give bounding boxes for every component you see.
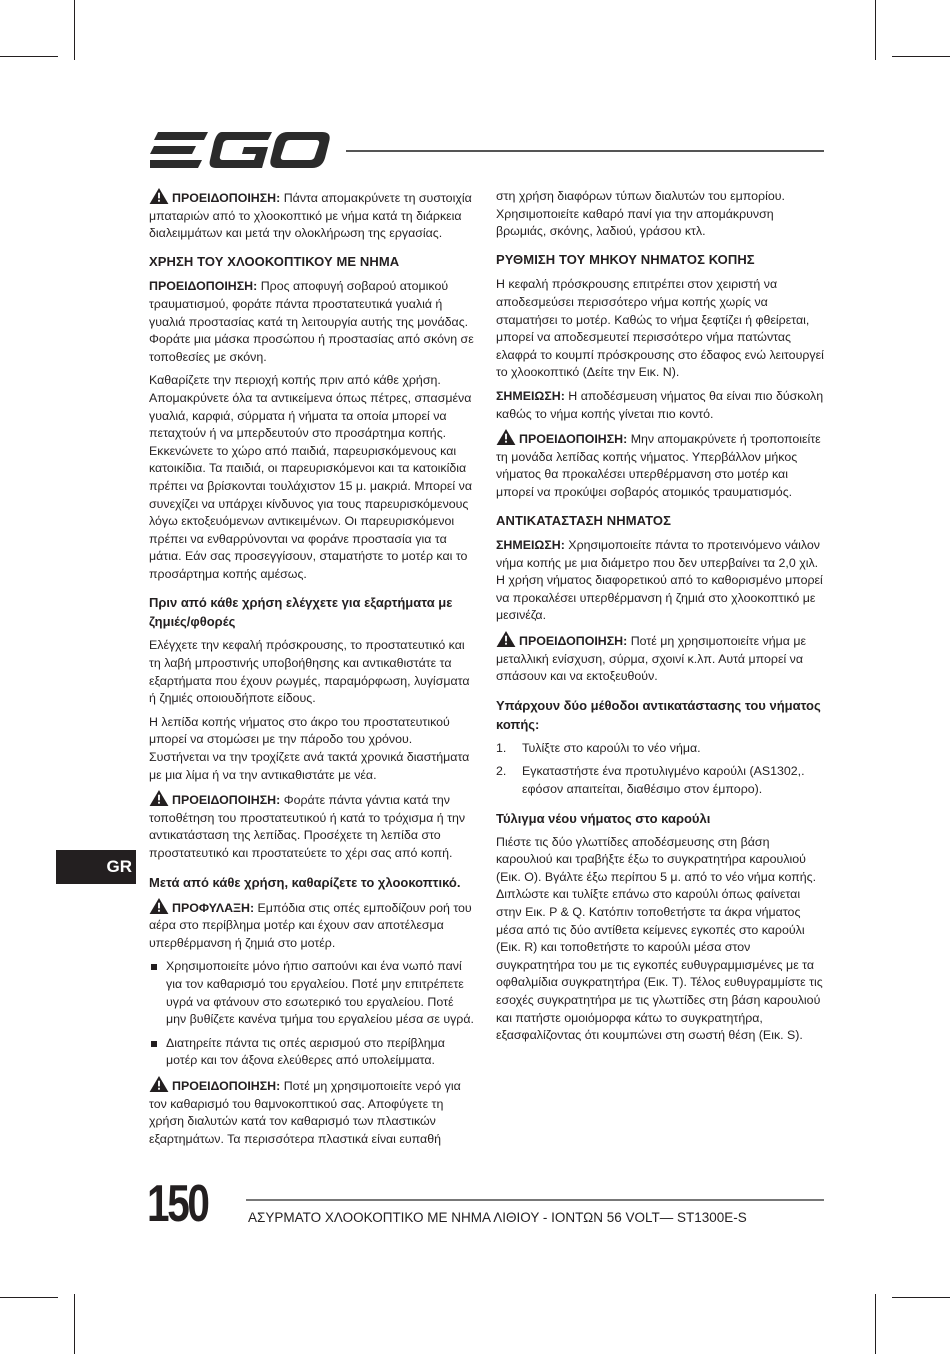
warning-water: ΠΡΟΕΙΔΟΠΟΙΗΣΗ: Ποτέ μη χρησιμοποιείτε νερό για τον καθαρισμό του θαμνοκοπτικού σας. Αποφύγετε τη χρήση διαλυτών κατά τον καθαρισμό των πλαστικών εξαρτημάτων. Τα περισσότερα πλαστικά είναι ευπαθή [149, 1076, 475, 1148]
warning-icon [149, 1076, 169, 1092]
list-item: Χρησιμοποιείτε μόνο ήπιο σαπούνι και ένα νωπό πανί για τον καθαρισμό του εργαλείου. Ποτέ μην επιτρέπετε υγρά να φτάνουν στο εσωτερικό του εργαλείου. Ποτέ μην βυθίζετε κανένα τμήμα του εργαλείου μέσα σε υγρά. [149, 958, 475, 1028]
page-number: 150 [147, 1175, 208, 1233]
section-heading: ΑΝΤΙΚΑΤΑΣΤΑΣΗ ΝΗΜΑΤΟΣ [496, 512, 671, 528]
warning-blade: ΠΡΟΕΙΔΟΠΟΙΗΣΗ: Μην απομακρύνετε ή τροποποιείτε τη μονάδα λεπίδας κοπής νήματος. Υπερβάλλον μήκος νήματος θα προκαλέσει υπερθέρμανση στο μοτέρ και μπορεί να προκύψει σοβαρός ατομικός τραυματισμός. [496, 429, 826, 501]
square-bullet-icon [151, 964, 157, 970]
ego-logo [150, 130, 330, 172]
left-column [149, 188, 475, 1154]
warning-icon [149, 790, 169, 806]
footer-rule [246, 1199, 824, 1201]
section-heading: ΡΥΘΜΙΣΗ ΤΟΥ ΜΗΚΟΥ ΝΗΜΑΤΟΣ ΚΟΠΗΣ [496, 251, 755, 267]
list-item: Διατηρείτε πάντα τις οπές αερισμού στο περίβλημα μοτέρ και τον άξονα ελεύθερες από υπολείμματα. [149, 1035, 475, 1070]
numbered-list [496, 740, 826, 799]
list-item: 1. Τυλίξτε στο καρούλι το νέο νήμα. [496, 740, 701, 755]
bullet-list [149, 958, 475, 1070]
crop-mark [892, 56, 950, 57]
subsection-heading: Τύλιγμα νέου νήματος στο καρούλι [496, 810, 711, 826]
footer-title: ΑΣΥΡΜΑΤΟ ΧΛΟΟΚΟΠΤΙΚΟ ΜΕ ΝΗΜΑ ΛΙΘΙΟΥ - ΙΟΝΤΩΝ 56 VOLT— ST1300E-S [248, 1210, 747, 1225]
crop-mark [0, 56, 58, 57]
subsection-heading: Υπάρχουν δύο μέθοδοι αντικατάστασης του νήματος κοπής: [496, 697, 821, 732]
paragraph: Πιέστε τις δύο γλωττίδες αποδέσμευσης στη βάση καρουλιού και τραβήξτε έξω το συγκρατητήρα καρουλιού (Εικ. O). Βγάλτε έξω περίπου 5 μ. από το νέο νήμα κοπής. Διπλώστε και τυλίξτε επάνω στο καρούλι όπως φαίνεται στην Εικ. P & Q. Κατόπιν τοποθετήστε τα άκρα νήματος μέσα από τις δύο αντίθετα κείμενες εγκοπές στο καρούλι (Εικ. R) και τοποθετήστε το καρούλι μέσα στον συγκρατητήρα του με τις εγκοπές ευθυγραμμισμένες με τα οφθαλμίδια συγκρατητήρα (Εικ. T). Τέλος ευθυγραμμίστε τις εσοχές συγκρατητήρα με τις γλωττίδες στη βάση καρουλιού και πατήστε ομοιόμορφα κάτω το συγκρατητήρα, εξασφαλίζοντας ότι κουμπώνει στη σωστή θέση (Εικ. S). [496, 834, 823, 1043]
warning-icon [496, 429, 516, 445]
crop-mark [875, 0, 876, 60]
square-bullet-icon [151, 1041, 157, 1047]
section-heading: ΧΡΗΣΗ ΤΟΥ ΧΛΟΟΚΟΠΤΙΚΟΥ ΜΕ ΝΗΜΑ [149, 253, 400, 269]
crop-mark [0, 1297, 58, 1298]
crop-mark [74, 0, 75, 60]
warning-metal-line: ΠΡΟΕΙΔΟΠΟΙΗΣΗ: Ποτέ μη χρησιμοποιείτε νήμα με μεταλλική ενίσχυση, σύρμα, σχοινί κ.λπ. Αυτά μπορεί να σπάσουν και να εκτοξευθούν. [496, 631, 826, 686]
warning-icon [149, 898, 169, 914]
subsection-heading: Μετά από κάθε χρήση, καθαρίζετε το χλοοκοπτικό. [149, 874, 461, 890]
paragraph: Η λεπίδα κοπής νήματος στο άκρο του προστατευτικού μπορεί να στομώσει με την πάροδο του χρόνου. Συστήνεται να την τροχίζετε ανά τακτά χρονικά διαστήματα με μια λίμα ή να την αντικαθιστάτε με νέα. [149, 714, 470, 782]
caution-vents: ΠΡΟΦΥΛΑΞΗ: Εμπόδια στις οπές εμποδίζουν ροή του αέρα στο περίβλημα μοτέρ και έχουν σαν αποτέλεσμα υπερθέρμανση ή ζημιά στο μοτέρ. [149, 898, 475, 953]
paragraph: Η κεφαλή πρόσκρουσης επιτρέπει στον χειριστή να αποδεσμεύσει περισσότερο νήμα κοπής χωρίς να σταματήσει το μοτέρ. Καθώς το νήμα ξεφτίζει ή φθείρεται, μπορεί να αποδεσμευτεί περισσότερο νήμα πατώντας ελαφρά το κουμπί πρόσκρουσης στο έδαφος ενώ λειτουργεί το χλοοκοπτικό (Δείτε την Εικ. N). [496, 277, 824, 380]
paragraph: στη χρήση διαφόρων τύπων διαλυτών του εμπορίου. Χρησιμοποιείτε καθαρό πανί για την απομάκρυνση βρωμιάς, σκόνης, λαδιού, γράσου κτλ. [496, 189, 785, 239]
crop-mark [875, 1294, 876, 1354]
warning-gloves: ΠΡΟΕΙΔΟΠΟΙΗΣΗ: Φοράτε πάντα γάντια κατά την τοποθέτηση του προστατευτικού ή κατά το τρόχισμα ή την αντικατάσταση της λεπίδας. Προσέχετε τη λεπίδα στο προστατευτικό και προστατεύετε το χέρι σας από κοπή. [149, 790, 475, 862]
warning-icon [496, 631, 516, 647]
header-rule [346, 150, 824, 152]
note-line: ΣΗΜΕΙΩΣΗ: Χρησιμοποιείτε πάντα το προτεινόμενο νάιλον νήμα κοπής με μια διάμετρο που δεν υπερβαίνει τα 2,0 χιλ. Η χρήση νήματος διαφορετικού από το καθορισμένο μπορεί να προκαλέσει υπερθέρμανση ή ζημιά στο χλοοκοπτικό με μεσινέζα. [496, 538, 823, 623]
warning-icon [149, 188, 169, 204]
paragraph: Καθαρίζετε την περιοχή κοπής πριν από κάθε χρήση. Απομακρύνετε όλα τα αντικείμενα όπως πέτρες, σπασμένα γυαλιά, καρφιά, σύρματα ή νήματα τα οποία μπορεί να πεταχτούν ή να μπερδευτούν στο προσάρτημα κοπής. Εκκενώνετε το χώρο από παιδιά, παρευρισκόμενους και κατοικίδια. Τα παιδιά, οι παρευρισκόμενοι και τα κατοικίδια πρέπει να βρίσκονται τουλάχιστον 15 μ. μακριά. Μπορεί να συνεχίζει να υπάρχει κίνδυνος για τους παρευρισκόμενους λόγω εκτοξευόμενων αντικειμένων. Οι παρευρισκόμενοι πρέπει να ενθαρρύνονται να φοράνε προστασία για τα μάτια. Εάν σας προσεγγίσουν, σταματήστε το μοτέρ και το προσάρτημα κοπής αμέσως. [149, 373, 472, 581]
warning-battery: ΠΡΟΕΙΔΟΠΟΙΗΣΗ: Πάντα απομακρύνετε τη συστοιχία μπαταριών από το χλοοκοπτικό με νήμα κατά τη διάρκεια διαλειμμάτων και μετά την ολοκλήρωση της εργασίας. [149, 188, 475, 243]
list-item: 2. Εγκαταστήστε ένα προτυλιγμένο καρούλι (AS1302,. εφόσον απαιτείται, διαθέσιμο στον έμπορο). [496, 764, 805, 797]
language-tab: GR [56, 850, 136, 884]
paragraph: Ελέγχετε την κεφαλή πρόσκρουσης, το προστατευτικό και τη λαβή μπροστινής υποβοήθησης και αντικαθιστάτε τα εξαρτήματα που έχουν ρωγμές, παραμόρφωση, λυγίσματα ή ζημιές οποιουδήποτε είδους. [149, 638, 470, 706]
note-release: ΣΗΜΕΙΩΣΗ: Η αποδέσμευση νήματος θα είναι πιο δύσκολη καθώς το νήμα κοπής γίνεται πιο κοντό. [496, 388, 824, 421]
right-column [496, 188, 826, 1051]
warning-goggles: ΠΡΟΕΙΔΟΠΟΙΗΣΗ: Προς αποφυγή σοβαρού ατομικού τραυματισμού, φοράτε πάντα προστατευτικά γυαλιά ή γυαλιά προστασίας κατά τη λειτουργία αυτής της μονάδας. Φοράτε μια μάσκα προσώπου ή προστασίας από σκόνη σε τοποθεσίες με σκόνη. [149, 279, 474, 364]
subsection-heading: Πριν από κάθε χρήση ελέγχετε για εξαρτήματα με ζημιές/φθορές [149, 595, 453, 630]
crop-mark [892, 1297, 950, 1298]
crop-mark [74, 1294, 75, 1354]
